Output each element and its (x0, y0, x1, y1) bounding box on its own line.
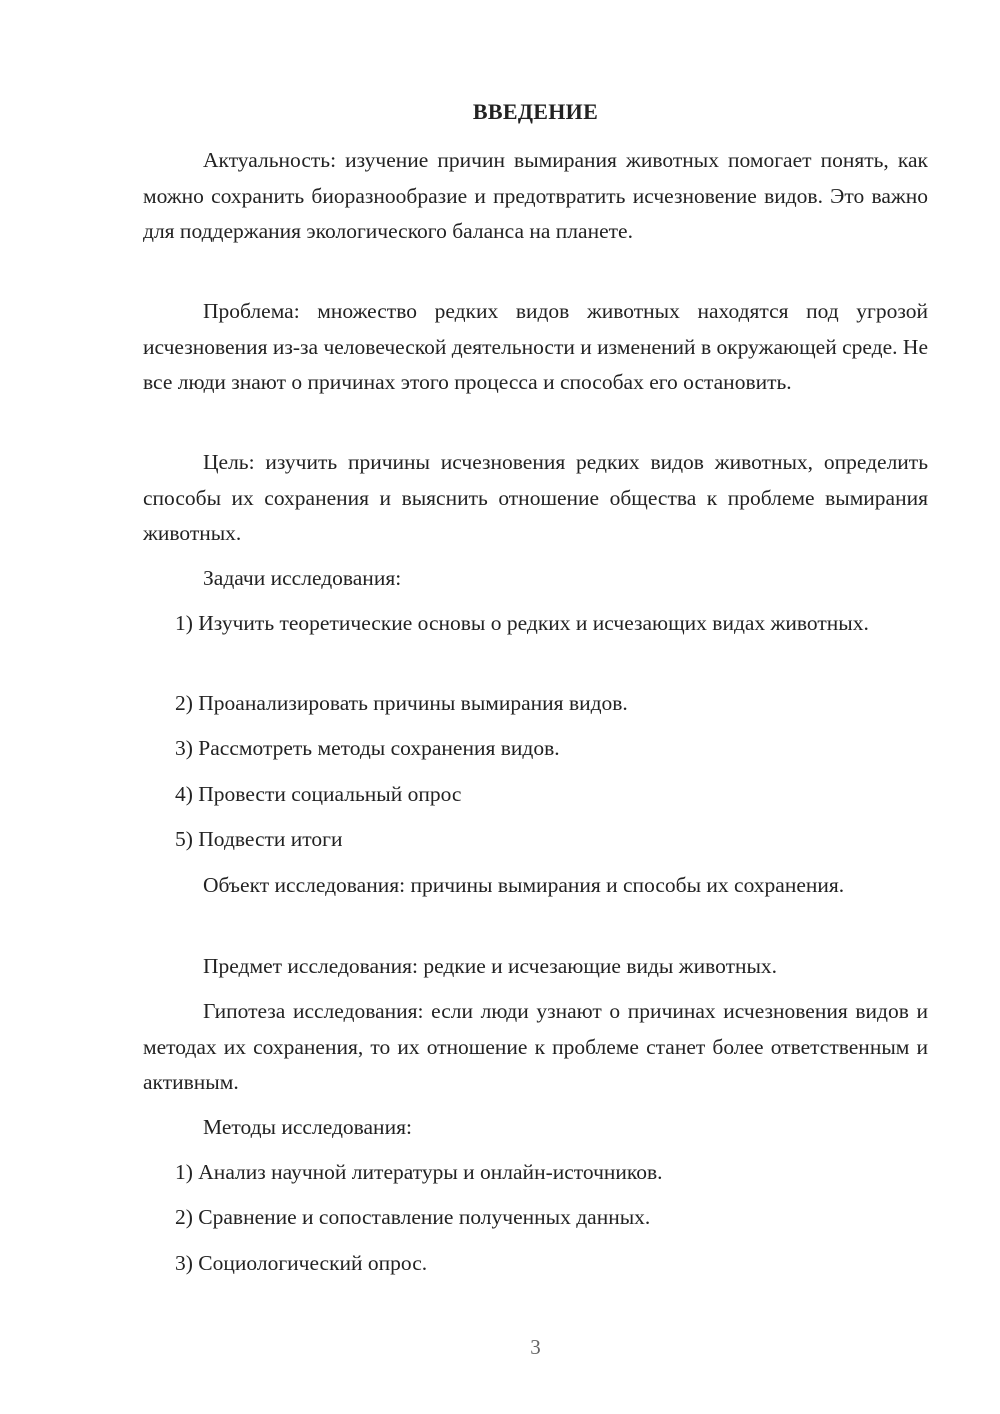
method-item-2: 2) Сравнение и сопоставление полученных данных. (175, 1205, 651, 1229)
tasks-heading: Задачи исследования: (203, 566, 402, 590)
paragraph-problem: Проблема: множество редких видов животных находятся под угрозой исчезновения из-за человеческой деятельности и изменений в окружающей среде. Не все люди знают о причинах этого процесса и способах его остановить. (143, 299, 928, 394)
paragraph-relevance: Актуальность: изучение причин вымирания животных помогает понять, как можно сохранить биоразнообразие и предотвратить исчезновение видов. Это важно для поддержания экологического баланса на планете. (143, 148, 928, 243)
methods-heading: Методы исследования: (203, 1115, 412, 1139)
task-item-1: 1) Изучить теоретические основы о редких и исчезающих видах животных. (175, 611, 869, 635)
task-item-5: 5) Подвести итоги (175, 827, 343, 851)
page-number: 3 (530, 1335, 541, 1359)
paragraph-object: Объект исследования: причины вымирания и способы их сохранения. (203, 873, 845, 897)
paragraph-hypothesis: Гипотеза исследования: если люди узнают о причинах исчезновения видов и методах их сохранения, то их отношение к проблеме станет более ответственным и активным. (143, 999, 928, 1094)
paragraph-goal: Цель: изучить причины исчезновения редких видов животных, определить способы их сохранения и выяснить отношение общества к проблеме вымирания животных. (143, 450, 928, 545)
paragraph-subject: Предмет исследования: редкие и исчезающие виды животных. (203, 954, 778, 978)
page-title: ВВЕДЕНИЕ (472, 99, 599, 124)
task-item-3: 3) Рассмотреть методы сохранения видов. (175, 736, 560, 760)
method-item-1: 1) Анализ научной литературы и онлайн-источников. (175, 1160, 663, 1184)
task-item-4: 4) Провести социальный опрос (175, 782, 462, 806)
task-item-2: 2) Проанализировать причины вымирания видов. (175, 691, 628, 715)
method-item-3: 3) Социологический опрос. (175, 1251, 428, 1275)
